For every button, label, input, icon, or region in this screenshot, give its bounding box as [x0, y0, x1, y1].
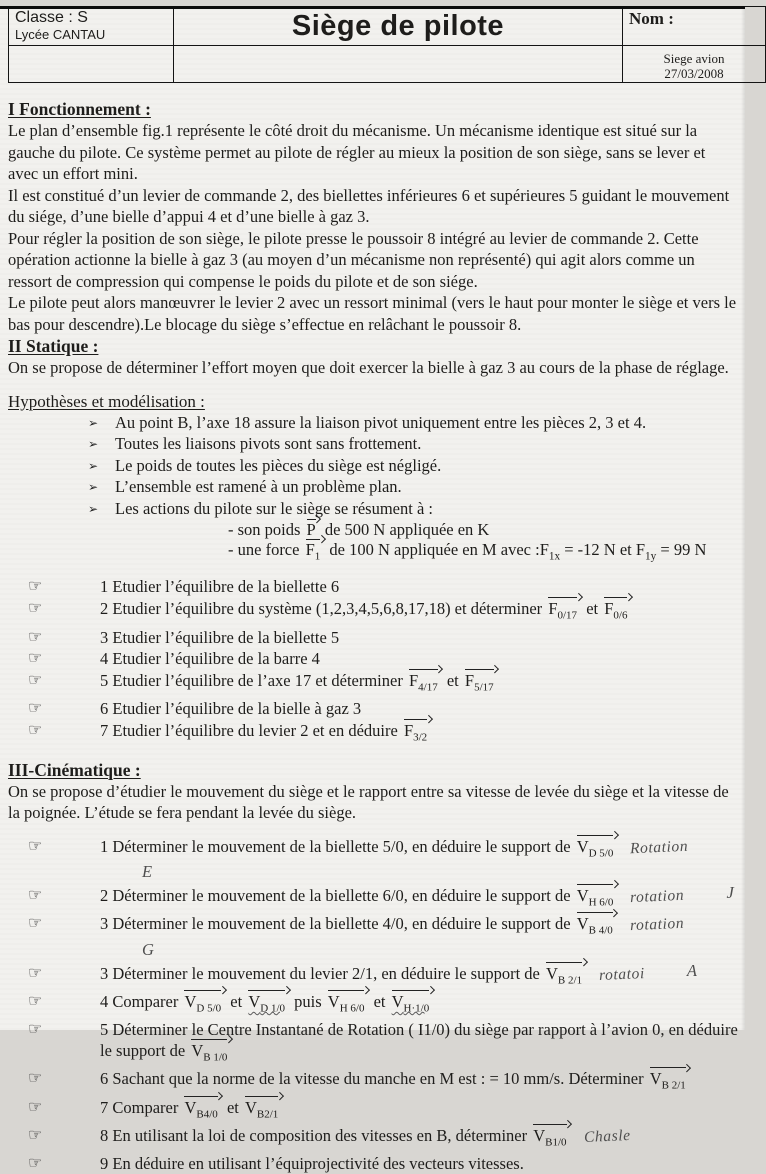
question-text: 1 Déterminer le mouvement de la biellette 5/0, en déduire le support de $V_{D 5/0}$ RotationE: [100, 836, 689, 881]
question-text: 2 Déterminer le mouvement de la biellette 6/0, en déduire le support de $V_{H 6/0}$ rotation J: [100, 885, 738, 913]
bullet-arrow-icon: ➢: [88, 480, 99, 494]
vector-notation: $V_{B 1/0}$: [190, 1040, 231, 1068]
document-body: [0, 98, 745, 1174]
hypothesis-item: [88, 434, 738, 456]
paragraph: On se propose d’étudier le mouvement du siège et le rapport entre sa vitesse de levée du siège et la vitesse de la poignée. L’étude se fera pendant la levée du siège.: [8, 781, 729, 823]
paragraph: Le plan d’ensemble fig.1 représente le côté droit du mécanisme. Un mécanisme identique est situé sur la gauche du pilote. Ce système permet au pilote de régler au mieux la position de son siège, sans se lever et avec un effort mini.: [8, 121, 706, 183]
handwritten-annotation: Chasle: [583, 1127, 631, 1147]
question-line: [8, 1019, 738, 1068]
question-line: [8, 960, 738, 991]
vector-notation: $V_{B 2/1}$: [649, 1068, 690, 1096]
question-line: [8, 598, 738, 627]
bullet-arrow-icon: ➢: [88, 437, 99, 451]
question-line: [8, 836, 738, 885]
question-line: [8, 720, 738, 749]
question-line: [8, 698, 738, 720]
pointing-hand-icon: ☞: [28, 599, 43, 617]
question-line: [8, 1125, 738, 1153]
scanned-worksheet-page: [0, 6, 745, 1174]
page-title: Siège de pilote: [291, 10, 505, 42]
question-line: [8, 648, 738, 670]
hypothesis-item: [88, 477, 738, 499]
header-empty-cell: [9, 46, 174, 83]
pointing-hand-icon: ☞: [28, 628, 43, 646]
vector-notation: $F_{0/17}$: [547, 598, 581, 627]
paragraph: Pour régler la position de son siège, le pilote presse le poussoir 8 intégré au levier de commande 2. Cette opération actionne la bielle à gaz 3 (au moyen d’un mécanisme non représenté) qui agit alors comme un ressort de compression qui compense le poids du pilote et de son siége.: [8, 228, 699, 291]
scan-artifact-top-edge: [0, 6, 745, 9]
pointing-hand-icon: ☞: [28, 650, 43, 668]
header-table: [8, 6, 766, 83]
hypothesis-item: [88, 456, 738, 478]
pointing-hand-icon: ☞: [28, 1127, 43, 1145]
question-text: 9 En déduire en utilisant l’équiprojectivité des vecteurs vitesses.: [100, 1154, 524, 1174]
classe-label: Classe : S: [15, 9, 88, 26]
question-text: 3 Etudier l’équilibre de la biellette 5: [100, 627, 340, 647]
nom-label: Nom :: [629, 9, 674, 28]
pointing-hand-icon: ☞: [28, 1021, 43, 1039]
question-text: 6 Etudier l’équilibre de la bielle à gaz 3: [100, 699, 362, 719]
question-line: [8, 1153, 738, 1174]
pointing-hand-icon: ☞: [28, 1070, 43, 1088]
hypothesis-text: Toutes les liaisons pivots sont sans frottement.: [115, 434, 422, 453]
vector-notation: $F_1$: [305, 540, 325, 567]
question-text: 3 Déterminer le mouvement de la biellette 4/0, en déduire le support de $V_{B 4/0}$ rotationG: [100, 914, 685, 959]
vector-notation: $V_{H\cdot 1/0}$: [391, 991, 434, 1019]
vector-notation: $V_{D 5/0}$: [576, 836, 618, 864]
vector-notation: $V_{D 1/0}$: [247, 991, 289, 1019]
lycee-label: Lycée CANTAU: [15, 27, 106, 42]
question-line: [8, 1068, 738, 1096]
handwritten-annotation: rotatoi: [598, 964, 646, 984]
question-text: 8 En utilisant la loi de composition des vitesses en B, déterminer $V_{B1/0}$ Chasle: [100, 1125, 738, 1153]
paragraph: Il est constitué d’un levier de commande 2, des biellettes inférieures 6 et supérieures 5 guidant le mouvement du siége, d’une bielle d’appui 4 et d’une bielle à gaz 3.: [8, 185, 730, 226]
pointing-hand-icon: ☞: [28, 1155, 43, 1173]
question-text: 4 Etudier l’équilibre de la barre 4: [100, 649, 320, 669]
paragraph: Le pilote peut alors manœuvrer le levier 2 avec un ressort minimal (vers le haut pour monter le siège et vers le bas pour descendre).Le blocage du siège s’effectue en relâchant le poussoir 8.: [8, 293, 737, 334]
pointing-hand-icon: ☞: [28, 578, 43, 596]
question-text: 5 Déterminer le Centre Instantané de Rotation ( I1/0) du siège par rapport à l’avion 0, en déduire le support de $V_{B 1/0}$: [100, 1019, 738, 1068]
vector-notation: $V_{H 6/0}$: [327, 991, 369, 1019]
hypothesis-item: [88, 413, 738, 435]
doc-date: 27/03/2008: [664, 65, 724, 81]
vector-notation: $V_{B 2/1}$: [545, 963, 586, 991]
question-text: 1 Etudier l’équilibre de la biellette 6: [100, 577, 340, 597]
vector-notation: $F_{4/17}$: [408, 670, 442, 699]
hypothesis-item: [88, 499, 738, 521]
question-text: 2 Etudier l’équilibre du système (1,2,3,4,5,6,8,17,18) et déterminer $F_{0/17}$ et $F_{0/6}$: [100, 598, 738, 627]
statics-question-list: [8, 576, 738, 748]
pilot-action-item: - une force $F_1$ de 100 N appliquée en M avec $:F_{1x} = -12$ N et $F_{1y} = 99$ N: [228, 540, 738, 567]
handwritten-annotation: Rotation: [630, 837, 689, 857]
handwritten-annotation: G: [142, 939, 155, 959]
pointing-hand-icon: ☞: [28, 915, 43, 933]
question-line: [8, 670, 738, 699]
pointing-hand-icon: ☞: [28, 721, 43, 739]
question-line: [8, 913, 738, 962]
section-1-heading: I Fonctionnement :: [8, 99, 151, 119]
pointing-hand-icon: ☞: [28, 700, 43, 718]
vector-notation: $V_{D 5/0}$: [183, 991, 225, 1019]
hypotheses-heading: Hypothèses et modélisation :: [8, 391, 205, 411]
vector-notation: $V_{H 6/0}$: [576, 885, 618, 913]
pointing-hand-icon: ☞: [28, 837, 43, 855]
question-line: [8, 991, 738, 1019]
question-text: 3 Déterminer le mouvement du levier 2/1, en déduire le support de $V_{B 2/1}$ rotatoi A: [100, 963, 738, 991]
bullet-arrow-icon: ➢: [88, 415, 99, 430]
vector-notation: $F_{0/6}$: [603, 598, 631, 627]
vector-notation: $V_{B 4/0}$: [576, 913, 617, 941]
question-text: 7 Comparer $V_{B4/0}$ et $V_{B2/1}$: [100, 1097, 738, 1125]
bullet-arrow-icon: ➢: [88, 458, 99, 473]
pointing-hand-icon: ☞: [28, 964, 43, 982]
question-line: [8, 1097, 738, 1125]
question-text: 5 Etudier l’équilibre de l’axe 17 et déterminer $F_{4/17}$ et $F_{5/17}$: [100, 670, 738, 699]
vector-notation: $V_{B1/0}$: [532, 1125, 570, 1153]
handwritten-annotation: rotation: [629, 915, 685, 935]
section-2-heading: II Statique :: [8, 336, 99, 356]
header-empty-cell: [174, 46, 623, 83]
vector-notation: P: [306, 520, 320, 540]
question-line: [8, 882, 738, 913]
vector-notation: $F_{5/17}$: [464, 670, 498, 699]
hypothesis-text: L’ensemble est ramené à un problème plan.: [115, 477, 402, 496]
handwritten-annotation: J: [726, 882, 735, 902]
pointing-hand-icon: ☞: [28, 671, 43, 689]
pointing-hand-icon: ☞: [28, 1098, 43, 1116]
vector-notation: $F_{3/2}$: [403, 720, 431, 749]
question-text: 7 Etudier l’équilibre du levier 2 et en déduire $F_{3/2}$: [100, 720, 738, 749]
section-3-heading: III-Cinématique :: [8, 759, 141, 780]
paragraph: On se propose de déterminer l’effort moyen que doit exercer la bielle à gaz 3 au cours de la phase de réglage.: [8, 358, 729, 377]
question-text: 6 Sachant que la norme de la vitesse du manche en M est : = 10 mm/s. Déterminer $V_{B 2/1}$: [100, 1068, 738, 1096]
scan-artifact-right-edge: [741, 6, 745, 1030]
handwritten-annotation: E: [142, 861, 153, 881]
vector-notation: $V_{B2/1}$: [244, 1097, 282, 1125]
doc-name: Siege avion: [663, 51, 725, 66]
vector-notation: $V_{B4/0}$: [183, 1097, 221, 1125]
hypothesis-text: Au point B, l’axe 18 assure la liaison pivot uniquement entre les pièces 2, 3 et 4.: [115, 412, 647, 432]
handwritten-annotation: rotation: [630, 886, 685, 907]
question-text: 4 Comparer $V_{D 5/0}$ et $V_{D 1/0}$ puis $V_{H 6/0}$ et $V_{H\cdot 1/0}$: [100, 991, 738, 1019]
kinematics-question-list: [8, 836, 738, 1174]
pilot-action-item: - son poids P de 500 N appliquée en K: [228, 520, 490, 539]
handwritten-annotation: A: [686, 960, 698, 980]
bullet-arrow-icon: ➢: [88, 501, 99, 516]
hypothesis-text: Les actions du pilote sur le siège se résument à :: [115, 498, 433, 518]
question-line: [8, 627, 738, 649]
pointing-hand-icon: ☞: [28, 886, 43, 904]
pointing-hand-icon: ☞: [28, 992, 43, 1010]
hypothesis-text: Le poids de toutes les pièces du siège est négligé.: [115, 455, 442, 475]
